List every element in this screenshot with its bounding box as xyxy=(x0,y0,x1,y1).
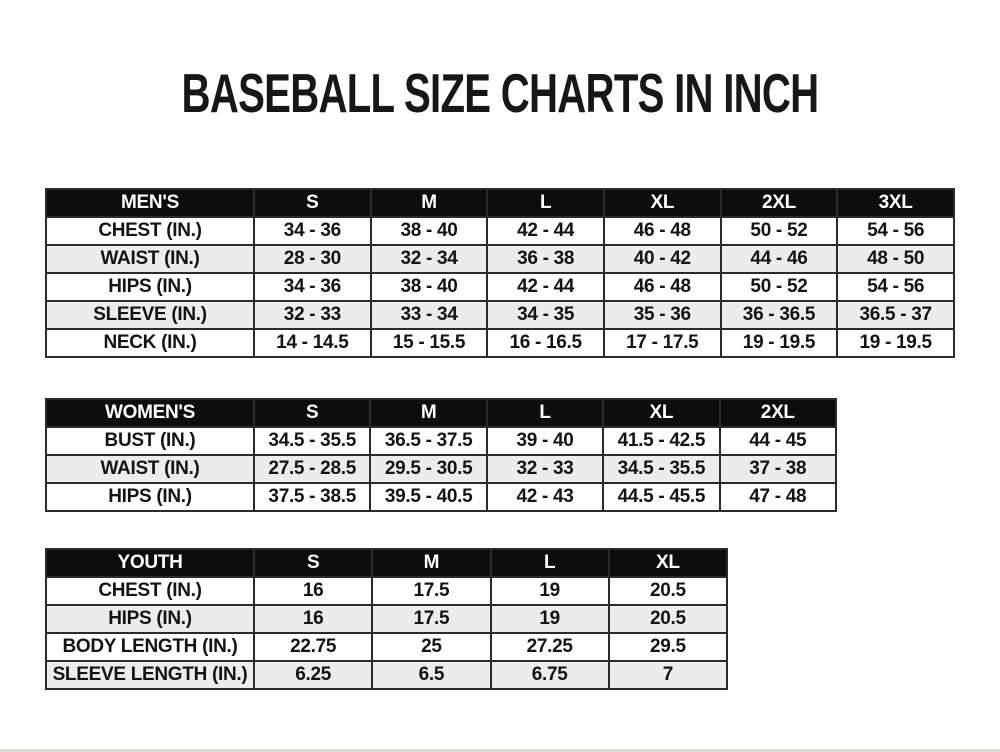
size-cell: 17.5 xyxy=(372,605,490,633)
row-label: SLEEVE LENGTH (IN.) xyxy=(46,661,254,689)
table-row xyxy=(46,577,727,605)
table-row xyxy=(46,273,954,301)
column-header: M xyxy=(372,549,490,577)
size-cell: 50 - 52 xyxy=(721,273,838,301)
table-title-cell: WOMEN'S xyxy=(46,399,254,427)
size-cell: 6.25 xyxy=(254,661,372,689)
row-label: WAIST (IN.) xyxy=(46,245,254,273)
size-cell: 19 - 19.5 xyxy=(837,329,954,357)
table-row xyxy=(46,605,727,633)
table-title-cell: MEN'S xyxy=(46,189,254,217)
row-label: NECK (IN.) xyxy=(46,329,254,357)
row-label: HIPS (IN.) xyxy=(46,483,254,511)
size-cell: 36 - 36.5 xyxy=(721,301,838,329)
size-cell: 35 - 36 xyxy=(604,301,721,329)
row-label: HIPS (IN.) xyxy=(46,273,254,301)
table-row xyxy=(46,217,954,245)
size-cell: 16 - 16.5 xyxy=(487,329,604,357)
column-header: M xyxy=(370,399,486,427)
row-label: CHEST (IN.) xyxy=(46,217,254,245)
size-cell: 39.5 - 40.5 xyxy=(370,483,486,511)
size-cell: 34 - 36 xyxy=(254,217,371,245)
size-cell: 14 - 14.5 xyxy=(254,329,371,357)
size-cell: 42 - 44 xyxy=(487,273,604,301)
size-cell: 16 xyxy=(254,605,372,633)
column-header: XL xyxy=(609,549,727,577)
size-cell: 34 - 36 xyxy=(254,273,371,301)
size-cell: 22.75 xyxy=(254,633,372,661)
size-cell: 37 - 38 xyxy=(720,455,836,483)
row-label: BODY LENGTH (IN.) xyxy=(46,633,254,661)
table-row xyxy=(46,427,836,455)
row-label: HIPS (IN.) xyxy=(46,605,254,633)
size-cell: 19 xyxy=(491,577,609,605)
size-cell: 34 - 35 xyxy=(487,301,604,329)
size-cell: 54 - 56 xyxy=(837,217,954,245)
column-header: 2XL xyxy=(721,189,838,217)
size-cell: 20.5 xyxy=(609,577,727,605)
size-cell: 27.25 xyxy=(491,633,609,661)
table-row xyxy=(46,661,727,689)
table-row xyxy=(46,329,954,357)
column-header: M xyxy=(371,189,488,217)
column-header: L xyxy=(487,189,604,217)
page-title: BASEBALL SIZE CHARTS IN INCH xyxy=(181,62,819,124)
size-cell: 44 - 46 xyxy=(721,245,838,273)
size-cell: 42 - 43 xyxy=(487,483,603,511)
row-label: BUST (IN.) xyxy=(46,427,254,455)
size-cell: 15 - 15.5 xyxy=(371,329,488,357)
column-header: 2XL xyxy=(720,399,836,427)
table-row xyxy=(46,633,727,661)
size-cell: 17.5 xyxy=(372,577,490,605)
womens-size-table xyxy=(45,398,837,512)
column-header: S xyxy=(254,399,370,427)
size-cell: 40 - 42 xyxy=(604,245,721,273)
size-cell: 32 - 33 xyxy=(487,455,603,483)
size-cell: 34.5 - 35.5 xyxy=(603,455,719,483)
size-cell: 6.5 xyxy=(372,661,490,689)
mens-size-table xyxy=(45,188,955,358)
size-cell: 29.5 - 30.5 xyxy=(370,455,486,483)
size-cell: 39 - 40 xyxy=(487,427,603,455)
size-cell: 38 - 40 xyxy=(371,273,488,301)
size-cell: 36.5 - 37 xyxy=(837,301,954,329)
size-cell: 46 - 48 xyxy=(604,273,721,301)
size-cell: 7 xyxy=(609,661,727,689)
size-cell: 47 - 48 xyxy=(720,483,836,511)
header-row xyxy=(46,189,954,217)
size-cell: 41.5 - 42.5 xyxy=(603,427,719,455)
size-cell: 19 - 19.5 xyxy=(721,329,838,357)
column-header: S xyxy=(254,189,371,217)
size-cell: 37.5 - 38.5 xyxy=(254,483,370,511)
column-header: L xyxy=(487,399,603,427)
header-row xyxy=(46,399,836,427)
size-cell: 32 - 33 xyxy=(254,301,371,329)
table-row xyxy=(46,301,954,329)
row-label: WAIST (IN.) xyxy=(46,455,254,483)
size-cell: 38 - 40 xyxy=(371,217,488,245)
column-header: L xyxy=(491,549,609,577)
size-cell: 16 xyxy=(254,577,372,605)
size-cell: 20.5 xyxy=(609,605,727,633)
table-row xyxy=(46,455,836,483)
size-cell: 6.75 xyxy=(491,661,609,689)
size-cell: 32 - 34 xyxy=(371,245,488,273)
size-cell: 36.5 - 37.5 xyxy=(370,427,486,455)
size-cell: 25 xyxy=(372,633,490,661)
column-header: 3XL xyxy=(837,189,954,217)
size-cell: 36 - 38 xyxy=(487,245,604,273)
size-cell: 27.5 - 28.5 xyxy=(254,455,370,483)
column-header: XL xyxy=(603,399,719,427)
size-cell: 17 - 17.5 xyxy=(604,329,721,357)
table-row xyxy=(46,245,954,273)
table-row xyxy=(46,483,836,511)
size-cell: 28 - 30 xyxy=(254,245,371,273)
column-header: S xyxy=(254,549,372,577)
size-cell: 48 - 50 xyxy=(837,245,954,273)
size-cell: 54 - 56 xyxy=(837,273,954,301)
row-label: SLEEVE (IN.) xyxy=(46,301,254,329)
header-row xyxy=(46,549,727,577)
table-title-cell: YOUTH xyxy=(46,549,254,577)
size-cell: 19 xyxy=(491,605,609,633)
youth-size-table xyxy=(45,548,728,690)
size-cell: 42 - 44 xyxy=(487,217,604,245)
size-cell: 29.5 xyxy=(609,633,727,661)
column-header: XL xyxy=(604,189,721,217)
size-cell: 34.5 - 35.5 xyxy=(254,427,370,455)
row-label: CHEST (IN.) xyxy=(46,577,254,605)
size-cell: 33 - 34 xyxy=(371,301,488,329)
size-cell: 46 - 48 xyxy=(604,217,721,245)
size-cell: 50 - 52 xyxy=(721,217,838,245)
size-cell: 44.5 - 45.5 xyxy=(603,483,719,511)
size-cell: 44 - 45 xyxy=(720,427,836,455)
